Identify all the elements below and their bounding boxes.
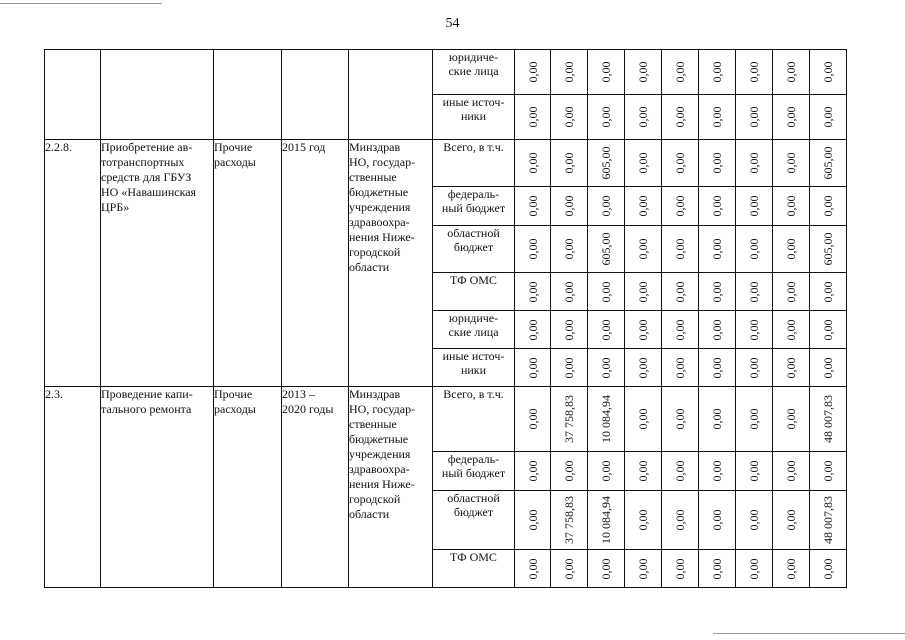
value-cell <box>810 452 847 491</box>
value-text: 0,00 <box>673 106 687 128</box>
value-text: 0,00 <box>562 106 576 128</box>
row-number-cell: 2.3. <box>45 387 101 588</box>
value-cell <box>736 273 773 311</box>
value-text: 0,00 <box>821 357 835 378</box>
value-cell <box>699 387 736 452</box>
value-text: 0,00 <box>636 106 650 128</box>
value-text: 37 758,83 <box>562 395 576 443</box>
value-text: 0,00 <box>636 460 650 482</box>
value-cell <box>773 140 810 187</box>
value-cell <box>662 187 699 226</box>
value-cell <box>810 50 847 95</box>
funding-source-cell: областной бюджет <box>433 226 515 273</box>
value-text: 0,00 <box>747 319 761 340</box>
value-cell <box>699 452 736 491</box>
period-cell: 2013 – 2020 годы <box>282 387 349 588</box>
value-cell <box>662 50 699 95</box>
value-text: 0,00 <box>525 238 540 260</box>
value-text: 0,00 <box>525 558 540 579</box>
value-cell <box>588 140 625 187</box>
value-text: 10 084,94 <box>599 395 613 443</box>
value-cell <box>810 226 847 273</box>
value-cell <box>662 387 699 452</box>
value-cell <box>699 550 736 588</box>
funding-source-cell: федераль- ный бюджет <box>433 187 515 226</box>
value-cell <box>773 95 810 140</box>
value-text: 605,00 <box>821 232 835 266</box>
value-text: 0,00 <box>821 106 835 128</box>
value-cell <box>588 452 625 491</box>
value-cell <box>551 452 588 491</box>
value-text: 0,00 <box>710 558 724 579</box>
value-text: 0,00 <box>784 408 798 430</box>
value-text: 0,00 <box>525 509 540 531</box>
value-cell <box>625 187 662 226</box>
value-text: 0,00 <box>673 460 687 482</box>
value-text: 605,00 <box>599 232 613 266</box>
value-text: 0,00 <box>599 281 613 302</box>
funding-source-cell: федераль- ный бюджет <box>433 452 515 491</box>
funding-source-cell: иные источ- ники <box>433 95 515 140</box>
table-row <box>45 140 847 187</box>
value-text: 0,00 <box>821 281 835 302</box>
value-text: 0,00 <box>747 281 761 302</box>
value-text: 0,00 <box>673 319 687 340</box>
value-cell <box>699 349 736 387</box>
row-number-cell: 2.2.8. <box>45 140 101 387</box>
value-cell <box>699 50 736 95</box>
measure-name-cell: Проведение капи- тального ремонта <box>101 387 214 588</box>
value-text: 0,00 <box>636 152 650 174</box>
value-text: 0,00 <box>710 460 724 482</box>
value-cell <box>810 273 847 311</box>
scan-mark-top-left <box>0 3 162 4</box>
value-text: 0,00 <box>562 152 576 174</box>
value-cell <box>773 311 810 349</box>
value-cell <box>736 140 773 187</box>
value-cell <box>662 311 699 349</box>
value-text: 0,00 <box>525 61 540 83</box>
value-cell <box>625 491 662 550</box>
value-cell <box>515 387 551 452</box>
value-cell <box>699 273 736 311</box>
value-text: 0,00 <box>784 509 798 531</box>
value-cell <box>810 187 847 226</box>
value-cell <box>662 273 699 311</box>
value-cell <box>515 311 551 349</box>
value-text: 0,00 <box>784 238 798 260</box>
value-text: 0,00 <box>784 195 798 217</box>
value-cell <box>736 50 773 95</box>
value-cell <box>736 95 773 140</box>
value-cell <box>588 311 625 349</box>
value-cell <box>773 550 810 588</box>
value-text: 0,00 <box>821 319 835 340</box>
value-cell <box>699 491 736 550</box>
value-text: 0,00 <box>525 319 540 340</box>
value-cell <box>662 491 699 550</box>
table-row <box>45 50 847 95</box>
value-text: 0,00 <box>525 408 540 430</box>
value-cell <box>551 550 588 588</box>
value-text: 0,00 <box>710 238 724 260</box>
value-text: 0,00 <box>747 408 761 430</box>
value-cell <box>736 349 773 387</box>
value-cell <box>625 550 662 588</box>
value-cell <box>736 187 773 226</box>
value-text: 0,00 <box>599 357 613 378</box>
value-text: 0,00 <box>710 357 724 378</box>
value-text: 0,00 <box>747 61 761 83</box>
value-cell <box>736 452 773 491</box>
value-text: 0,00 <box>599 106 613 128</box>
value-text: 0,00 <box>784 460 798 482</box>
value-text: 0,00 <box>673 408 687 430</box>
value-cell <box>810 491 847 550</box>
value-cell <box>551 273 588 311</box>
value-cell <box>551 95 588 140</box>
value-cell <box>588 550 625 588</box>
value-cell <box>773 387 810 452</box>
value-cell <box>515 187 551 226</box>
value-text: 0,00 <box>562 558 576 579</box>
value-cell <box>736 226 773 273</box>
value-cell <box>773 491 810 550</box>
value-text: 0,00 <box>636 509 650 531</box>
value-cell <box>625 50 662 95</box>
value-cell <box>736 311 773 349</box>
value-text: 0,00 <box>821 195 835 217</box>
value-cell <box>699 226 736 273</box>
value-text: 0,00 <box>747 106 761 128</box>
value-text: 0,00 <box>747 152 761 174</box>
value-cell <box>515 273 551 311</box>
value-cell <box>551 349 588 387</box>
executor-cell: Минздрав НО, государ- ственные бюджетные учреждения здравоохра- нения Ниже- городской области <box>349 387 433 588</box>
value-cell <box>625 95 662 140</box>
value-text: 0,00 <box>710 195 724 217</box>
value-text: 0,00 <box>525 195 540 217</box>
value-text: 0,00 <box>673 281 687 302</box>
value-cell <box>551 311 588 349</box>
expense-type-cell: Прочие расходы <box>214 387 282 588</box>
value-text: 0,00 <box>821 460 835 482</box>
value-text: 0,00 <box>525 281 540 302</box>
value-text: 0,00 <box>562 357 576 378</box>
value-text: 0,00 <box>673 61 687 83</box>
executor-cell: Минздрав НО, государ- ственные бюджетные учреждения здравоохра- нения Ниже- городской области <box>349 140 433 387</box>
value-cell <box>773 273 810 311</box>
value-cell <box>736 550 773 588</box>
value-text: 0,00 <box>599 460 613 482</box>
funding-source-cell: ТФ ОМС <box>433 273 515 311</box>
value-cell <box>551 140 588 187</box>
measure-name-cell: Приобретение ав- тотранспортных средств для ГБУЗ НО «Навашинская ЦРБ» <box>101 140 214 387</box>
value-text: 0,00 <box>673 238 687 260</box>
value-text: 0,00 <box>525 357 540 378</box>
value-text: 0,00 <box>599 319 613 340</box>
value-text: 0,00 <box>784 281 798 302</box>
value-cell <box>515 95 551 140</box>
value-text: 0,00 <box>562 319 576 340</box>
value-cell <box>588 387 625 452</box>
value-text: 0,00 <box>525 152 540 174</box>
value-text: 0,00 <box>710 106 724 128</box>
value-cell <box>662 140 699 187</box>
funding-source-cell: юридиче- ские лица <box>433 311 515 349</box>
value-cell <box>625 349 662 387</box>
value-cell <box>551 187 588 226</box>
value-cell <box>699 311 736 349</box>
expense-type-cell: Прочие расходы <box>214 140 282 387</box>
value-text: 48 007,83 <box>821 496 835 544</box>
value-text: 0,00 <box>710 509 724 531</box>
value-cell <box>588 187 625 226</box>
value-cell <box>773 349 810 387</box>
value-cell <box>588 349 625 387</box>
value-text: 0,00 <box>562 281 576 302</box>
value-text: 0,00 <box>599 61 613 83</box>
value-cell <box>588 95 625 140</box>
value-text: 37 758,83 <box>562 496 576 544</box>
value-cell <box>773 452 810 491</box>
value-cell <box>773 187 810 226</box>
value-text: 0,00 <box>747 357 761 378</box>
value-text: 605,00 <box>599 146 613 180</box>
value-cell <box>810 387 847 452</box>
value-cell <box>625 452 662 491</box>
funding-source-cell: юридиче- ские лица <box>433 50 515 95</box>
value-cell <box>625 387 662 452</box>
value-cell <box>551 387 588 452</box>
measure-name-cell <box>101 50 214 140</box>
value-text: 0,00 <box>747 509 761 531</box>
value-text: 0,00 <box>636 195 650 217</box>
value-text: 0,00 <box>636 408 650 430</box>
value-text: 0,00 <box>747 238 761 260</box>
value-cell <box>773 226 810 273</box>
value-text: 0,00 <box>821 61 835 83</box>
value-text: 0,00 <box>562 238 576 260</box>
value-cell <box>662 349 699 387</box>
value-cell <box>515 349 551 387</box>
value-text: 0,00 <box>636 319 650 340</box>
value-cell <box>810 349 847 387</box>
funding-source-cell: Всего, в т.ч. <box>433 140 515 187</box>
value-text: 0,00 <box>673 357 687 378</box>
value-text: 0,00 <box>784 558 798 579</box>
value-cell <box>810 140 847 187</box>
value-text: 0,00 <box>636 61 650 83</box>
value-text: 0,00 <box>784 357 798 378</box>
scan-mark-bottom-right <box>713 633 905 634</box>
value-text: 0,00 <box>821 558 835 579</box>
value-text: 0,00 <box>710 408 724 430</box>
value-cell <box>662 226 699 273</box>
value-cell <box>662 452 699 491</box>
value-text: 0,00 <box>599 558 613 579</box>
value-text: 0,00 <box>525 106 540 128</box>
funding-source-cell: иные источ- ники <box>433 349 515 387</box>
funding-source-cell: Всего, в т.ч. <box>433 387 515 452</box>
funding-source-cell: областной бюджет <box>433 491 515 550</box>
value-text: 0,00 <box>747 460 761 482</box>
value-cell <box>736 387 773 452</box>
value-text: 0,00 <box>562 61 576 83</box>
value-text: 0,00 <box>636 281 650 302</box>
value-text: 0,00 <box>636 357 650 378</box>
value-text: 0,00 <box>525 460 540 482</box>
value-text: 0,00 <box>636 558 650 579</box>
value-text: 0,00 <box>710 281 724 302</box>
page-number: 54 <box>445 16 460 31</box>
value-text: 0,00 <box>599 195 613 217</box>
value-cell <box>515 140 551 187</box>
value-text: 0,00 <box>710 319 724 340</box>
value-cell <box>625 226 662 273</box>
value-text: 0,00 <box>710 61 724 83</box>
period-cell <box>282 50 349 140</box>
value-cell <box>515 226 551 273</box>
period-cell: 2015 год <box>282 140 349 387</box>
value-cell <box>515 452 551 491</box>
value-text: 10 084,94 <box>599 496 613 544</box>
value-text: 0,00 <box>673 152 687 174</box>
value-text: 0,00 <box>784 152 798 174</box>
value-text: 605,00 <box>821 146 835 180</box>
value-cell <box>588 226 625 273</box>
value-cell <box>515 50 551 95</box>
value-text: 0,00 <box>673 558 687 579</box>
value-cell <box>588 273 625 311</box>
value-text: 0,00 <box>673 509 687 531</box>
expense-type-cell <box>214 50 282 140</box>
value-cell <box>810 311 847 349</box>
value-text: 0,00 <box>784 106 798 128</box>
value-text: 0,00 <box>710 152 724 174</box>
funding-source-cell: ТФ ОМС <box>433 550 515 588</box>
value-cell <box>810 550 847 588</box>
value-cell <box>515 491 551 550</box>
value-text: 48 007,83 <box>821 395 835 443</box>
value-cell <box>699 95 736 140</box>
executor-cell <box>349 50 433 140</box>
value-text: 0,00 <box>784 319 798 340</box>
table-row <box>45 387 847 452</box>
value-cell <box>699 140 736 187</box>
value-cell <box>699 187 736 226</box>
value-cell <box>588 491 625 550</box>
value-cell <box>588 50 625 95</box>
value-cell <box>625 311 662 349</box>
value-text: 0,00 <box>562 195 576 217</box>
value-text: 0,00 <box>747 558 761 579</box>
value-cell <box>625 140 662 187</box>
row-number-cell <box>45 50 101 140</box>
value-cell <box>551 491 588 550</box>
budget-table <box>44 49 847 588</box>
value-cell <box>662 550 699 588</box>
value-cell <box>810 95 847 140</box>
value-text: 0,00 <box>673 195 687 217</box>
value-cell <box>736 491 773 550</box>
value-text: 0,00 <box>636 238 650 260</box>
value-text: 0,00 <box>784 61 798 83</box>
value-cell <box>662 95 699 140</box>
value-text: 0,00 <box>747 195 761 217</box>
value-cell <box>773 50 810 95</box>
value-cell <box>625 273 662 311</box>
value-cell <box>551 50 588 95</box>
value-text: 0,00 <box>562 460 576 482</box>
value-cell <box>515 550 551 588</box>
value-cell <box>551 226 588 273</box>
